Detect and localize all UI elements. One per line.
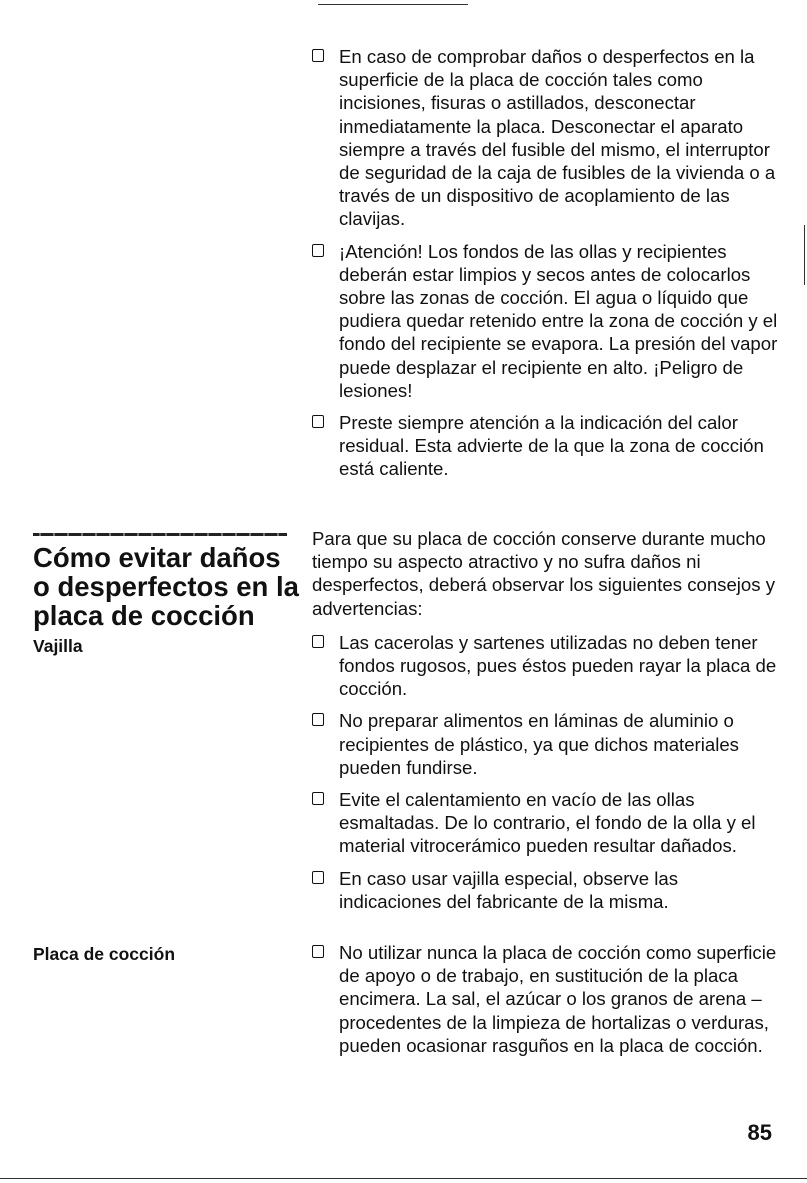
list-item: En caso usar vajilla especial, observe las indicaciones del fabricante de la misma. — [312, 867, 782, 913]
checkbox-icon — [312, 945, 324, 958]
section-divider — [33, 533, 287, 536]
subhead-vajilla: Vajilla — [33, 636, 83, 656]
checkbox-icon — [312, 871, 324, 884]
checkbox-icon — [312, 49, 324, 62]
placa-section — [312, 941, 782, 1066]
placa-bullet-list — [312, 941, 782, 1057]
scan-edge-right — [804, 225, 805, 285]
checkbox-icon — [312, 792, 324, 805]
list-item: No preparar alimentos en láminas de aluminio o recipientes de plástico, ya que dichos materiales pueden fundirse. — [312, 709, 782, 779]
checkbox-icon — [312, 635, 324, 648]
list-item: No utilizar nunca la placa de cocción como superficie de apoyo o de trabajo, en sustitución de la placa encimera. La sal, el azúcar o los granos de arena – procedentes de la limpieza de hortalizas o verduras, pueden ocasionar rasguños en la placa de cocción. — [312, 941, 782, 1057]
scan-edge-bottom — [0, 1178, 807, 1179]
vajilla-bullet-list — [312, 631, 782, 913]
list-item: Evite el calentamiento en vacío de las ollas esmaltadas. De lo contrario, el fondo de la olla y el material vitrocerámico pueden resultar dañados. — [312, 788, 782, 858]
intro-paragraph: Para que su placa de cocción conserve durante mucho tiempo su aspecto atractivo y no sufra daños ni desperfectos, deberá observar los siguientes consejos y advertencias: — [312, 528, 776, 619]
top-bullet-list — [312, 45, 782, 481]
checkbox-icon — [312, 415, 324, 428]
subhead-placa: Placa de cocción — [33, 944, 176, 964]
list-item: ¡Atención! Los fondos de las ollas y recipientes deberán estar limpios y secos antes de colocarlos sobre las zonas de cocción. El agua o líquido que pudiera quedar retenido entre la zona de cocción y el fondo del recipiente se evapora. La presión del vapor puede desplazar el recipiente en alto. ¡Peligro de lesiones! — [312, 240, 782, 402]
top-section — [312, 45, 782, 490]
page-number: 85 — [747, 1120, 772, 1145]
checkbox-icon — [312, 713, 324, 726]
list-item: En caso de comprobar daños o desperfectos en la superficie de la placa de cocción tales como incisiones, fisuras o astillados, desconectar inmediatamente la placa. Desconectar el aparato siempre a través del fusible del mismo, el interruptor de seguridad de la caja de fusibles de la vivienda o a través de un dispositivo de acoplamiento de las clavijas. — [312, 45, 782, 231]
scan-edge-top — [318, 4, 468, 5]
section-title: Cómo evitar daños o desperfectos en la placa de cocción — [33, 542, 299, 631]
list-item: Preste siempre atención a la indicación del calor residual. Esta advierte de la que la zona de cocción está caliente. — [312, 411, 782, 481]
vajilla-section — [312, 527, 782, 922]
list-item: Las cacerolas y sartenes utilizadas no deben tener fondos rugosos, pues éstos pueden rayar la placa de cocción. — [312, 631, 782, 701]
checkbox-icon — [312, 244, 324, 257]
